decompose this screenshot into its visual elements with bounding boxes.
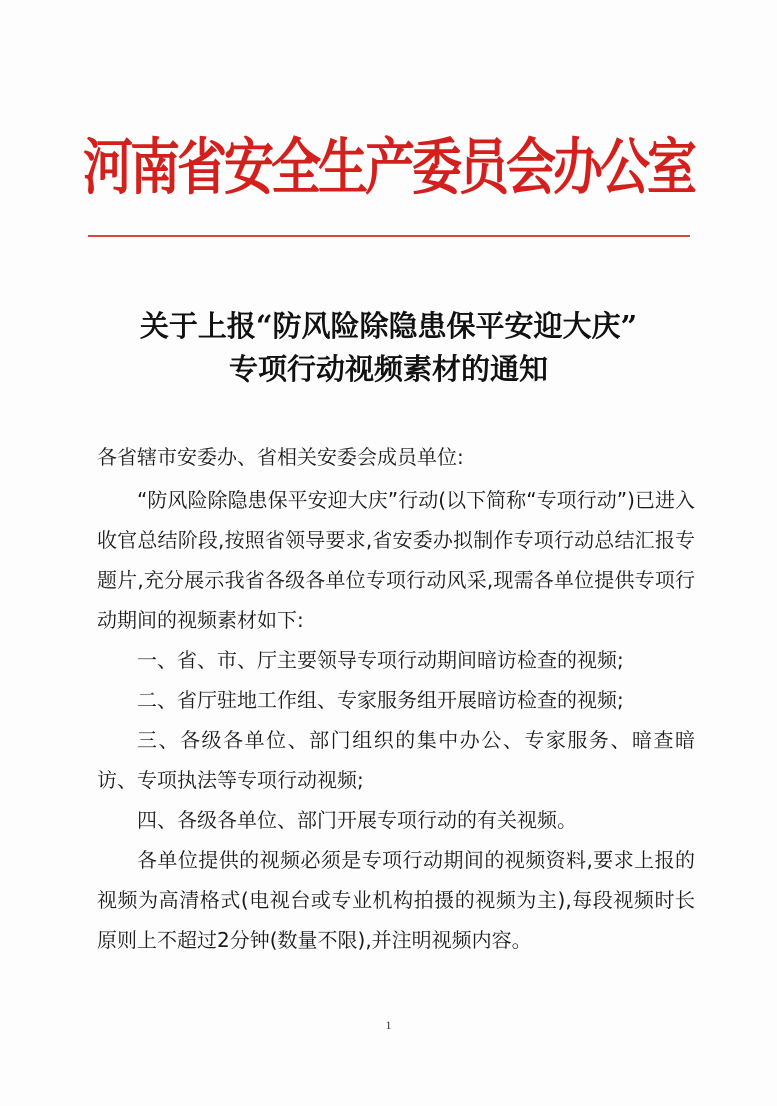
body-paragraph-item-3: 三、各级各单位、部门组织的集中办公、专家服务、暗查暗访、专项执法等专项行动视频; xyxy=(97,728,695,792)
addressee-line: 各省辖市安委办、省相关安委会成员单位: xyxy=(97,445,464,469)
page-number: 1 xyxy=(385,1018,392,1032)
red-separator-rule xyxy=(88,235,690,237)
issuing-organization-header: 河南省安全生产委员会办公室 xyxy=(83,130,694,203)
document-title-line-2: 专项行动视频素材的通知 xyxy=(228,352,548,386)
body-paragraph-item-4: 四、各级各单位、部门开展专项行动的有关视频。 xyxy=(137,808,577,832)
body-paragraph-item-1: 一、省、市、厅主要领导专项行动期间暗访检查的视频; xyxy=(137,648,624,672)
body-paragraph-item-2: 二、省厅驻地工作组、专家服务组开展暗访检查的视频; xyxy=(137,688,624,712)
body-paragraph-requirements: 各单位提供的视频必须是专项行动期间的视频资料,要求上报的视频为高清格式(电视台或专业机构拍摄的视频为主),每段视频时长原则上不超过2分钟(数量不限),并注明视频内容。 xyxy=(97,848,695,952)
body-paragraph-intro: “防风险除隐患保平安迎大庆”行动(以下简称“专项行动”)已进入收官总结阶段,按照省领导要求,省安委办拟制作专项行动总结汇报专题片,充分展示我省各级各单位专项行动风采,现需各单位提供专项行动期间的视频素材如下: xyxy=(97,488,695,632)
document-title-line-1: 关于上报“防风险除隐患保平安迎大庆” xyxy=(139,309,638,343)
body-paragraphs xyxy=(97,480,695,960)
